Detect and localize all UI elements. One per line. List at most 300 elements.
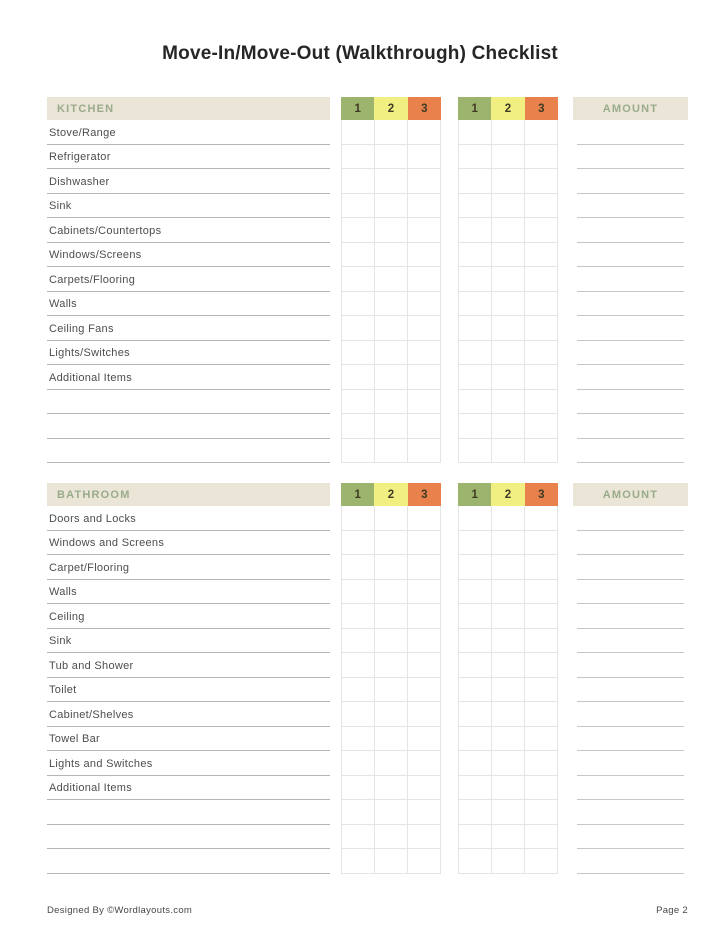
rating-cell — [342, 702, 375, 727]
rating-cell — [342, 506, 375, 531]
item-label: Ceiling — [47, 604, 330, 629]
rating-cell — [525, 776, 558, 801]
item-label: Cabinet/Shelves — [47, 702, 330, 727]
table-row — [47, 531, 688, 556]
item-label — [47, 414, 330, 439]
rating-grid — [458, 292, 558, 317]
column-gap — [441, 629, 458, 654]
rating-cell — [342, 169, 375, 194]
rating-grid — [341, 727, 441, 752]
item-label — [47, 800, 330, 825]
section-body — [47, 506, 688, 874]
rating-cell — [525, 531, 558, 556]
checklist-section — [47, 483, 688, 874]
amount-underline — [577, 555, 684, 580]
rating-cell — [525, 727, 558, 752]
rating-cell — [459, 580, 492, 605]
table-row-blank — [47, 439, 688, 464]
table-row — [47, 555, 688, 580]
column-gap — [441, 678, 458, 703]
column-gap — [330, 604, 341, 629]
rating-cell — [492, 580, 525, 605]
column-gap — [558, 218, 573, 243]
column-gap — [330, 580, 341, 605]
amount-underline — [577, 604, 684, 629]
column-gap — [330, 365, 341, 390]
rating-cell — [459, 800, 492, 825]
rating-cell — [342, 629, 375, 654]
rating-grid — [341, 776, 441, 801]
rating-cell — [459, 341, 492, 366]
amount-underline — [577, 218, 684, 243]
rating-cell — [492, 800, 525, 825]
amount-underline — [577, 629, 684, 654]
column-gap — [558, 145, 573, 170]
rating-grid — [341, 580, 441, 605]
table-row — [47, 629, 688, 654]
amount-cell — [573, 316, 688, 341]
rating-grid — [341, 194, 441, 219]
checklist-section — [47, 97, 688, 463]
column-gap — [441, 776, 458, 801]
table-row — [47, 145, 688, 170]
amount-underline — [577, 316, 684, 341]
rating-grid — [341, 292, 441, 317]
rating-grid — [341, 439, 441, 464]
column-gap — [330, 629, 341, 654]
amount-cell — [573, 727, 688, 752]
column-gap — [558, 243, 573, 268]
footer-credit: Designed By ©Wordlayouts.com — [47, 904, 193, 916]
column-gap — [441, 825, 458, 850]
rating-grid — [458, 825, 558, 850]
item-label: Towel Bar — [47, 727, 330, 752]
column-gap — [441, 341, 458, 366]
item-label: Carpets/Flooring — [47, 267, 330, 292]
rating-cell — [408, 776, 441, 801]
rating-cell — [375, 145, 408, 170]
rating-cell — [459, 390, 492, 415]
amount-header — [573, 97, 688, 120]
rating-grid — [458, 531, 558, 556]
rating-cell — [525, 292, 558, 317]
rating-header-group-2 — [458, 97, 558, 120]
amount-header — [573, 483, 688, 506]
rating-cell — [375, 439, 408, 464]
column-gap — [330, 555, 341, 580]
rating-cell — [525, 702, 558, 727]
rating-cell — [375, 604, 408, 629]
rating-cell — [459, 678, 492, 703]
rating-cell — [408, 267, 441, 292]
rating-grid — [458, 555, 558, 580]
rating-grid — [341, 678, 441, 703]
rating-grid — [341, 243, 441, 268]
column-gap — [441, 414, 458, 439]
column-gap — [441, 849, 458, 874]
rating-cell — [342, 800, 375, 825]
rating-cell — [342, 776, 375, 801]
rating-cell — [492, 194, 525, 219]
rating-grid — [341, 555, 441, 580]
rating-cell — [492, 145, 525, 170]
table-row-blank — [47, 849, 688, 874]
rating-cell — [342, 341, 375, 366]
column-gap — [330, 776, 341, 801]
item-label — [47, 849, 330, 874]
column-gap — [330, 483, 341, 506]
rating-header-3: 3 — [408, 483, 441, 506]
rating-grid — [341, 145, 441, 170]
amount-cell — [573, 267, 688, 292]
amount-underline — [577, 800, 684, 825]
rating-cell — [342, 292, 375, 317]
column-gap — [441, 145, 458, 170]
rating-header-1: 1 — [458, 97, 491, 120]
rating-cell — [459, 243, 492, 268]
rating-cell — [492, 390, 525, 415]
rating-cell — [408, 439, 441, 464]
amount-underline — [577, 702, 684, 727]
section-title-label: BATHROOM — [57, 488, 131, 501]
page-footer — [47, 905, 688, 916]
rating-header-2: 2 — [491, 97, 524, 120]
rating-cell — [408, 316, 441, 341]
rating-cell — [342, 267, 375, 292]
rating-cell — [408, 629, 441, 654]
rating-cell — [375, 727, 408, 752]
column-gap — [558, 341, 573, 366]
column-gap — [558, 727, 573, 752]
column-gap — [558, 580, 573, 605]
rating-cell — [408, 555, 441, 580]
rating-cell — [342, 555, 375, 580]
rating-cell — [459, 218, 492, 243]
rating-cell — [408, 580, 441, 605]
item-label: Dishwasher — [47, 169, 330, 194]
rating-cell — [408, 702, 441, 727]
rating-cell — [492, 439, 525, 464]
rating-grid — [458, 506, 558, 531]
column-gap — [441, 243, 458, 268]
amount-cell — [573, 653, 688, 678]
amount-underline — [577, 751, 684, 776]
column-gap — [558, 365, 573, 390]
amount-cell — [573, 629, 688, 654]
rating-cell — [492, 629, 525, 654]
amount-cell — [573, 439, 688, 464]
rating-cell — [375, 531, 408, 556]
rating-grid — [341, 316, 441, 341]
rating-cell — [525, 849, 558, 874]
rating-cell — [492, 751, 525, 776]
rating-grid — [341, 653, 441, 678]
section-title — [47, 483, 330, 506]
rating-grid — [458, 776, 558, 801]
column-gap — [441, 218, 458, 243]
rating-cell — [375, 751, 408, 776]
rating-cell — [459, 365, 492, 390]
table-row — [47, 120, 688, 145]
rating-grid — [341, 169, 441, 194]
rating-cell — [408, 751, 441, 776]
rating-cell — [525, 629, 558, 654]
item-label: Walls — [47, 292, 330, 317]
rating-grid — [341, 341, 441, 366]
rating-cell — [342, 390, 375, 415]
column-gap — [330, 243, 341, 268]
rating-cell — [492, 653, 525, 678]
rating-cell — [408, 727, 441, 752]
rating-cell — [459, 629, 492, 654]
amount-underline — [577, 531, 684, 556]
amount-cell — [573, 702, 688, 727]
table-row-blank — [47, 414, 688, 439]
rating-cell — [408, 849, 441, 874]
column-gap — [330, 653, 341, 678]
rating-cell — [375, 653, 408, 678]
rating-grid — [458, 169, 558, 194]
column-gap — [441, 580, 458, 605]
rating-cell — [408, 390, 441, 415]
amount-cell — [573, 218, 688, 243]
rating-cell — [492, 727, 525, 752]
amount-cell — [573, 776, 688, 801]
table-row-blank — [47, 390, 688, 415]
amount-cell — [573, 414, 688, 439]
rating-cell — [492, 849, 525, 874]
table-row — [47, 727, 688, 752]
amount-underline — [577, 414, 684, 439]
rating-grid — [458, 751, 558, 776]
rating-cell — [375, 506, 408, 531]
rating-cell — [525, 604, 558, 629]
rating-cell — [459, 145, 492, 170]
table-row — [47, 702, 688, 727]
rating-cell — [525, 825, 558, 850]
column-gap — [330, 120, 341, 145]
column-gap — [330, 439, 341, 464]
amount-cell — [573, 390, 688, 415]
item-label: Carpet/Flooring — [47, 555, 330, 580]
rating-cell — [408, 531, 441, 556]
amount-cell — [573, 145, 688, 170]
table-row — [47, 506, 688, 531]
rating-cell — [342, 414, 375, 439]
rating-cell — [459, 604, 492, 629]
rating-grid — [458, 365, 558, 390]
rating-cell — [459, 727, 492, 752]
rating-cell — [375, 218, 408, 243]
column-gap — [330, 97, 341, 120]
rating-grid — [458, 678, 558, 703]
column-gap — [441, 169, 458, 194]
item-label: Additional Items — [47, 365, 330, 390]
column-gap — [558, 316, 573, 341]
column-gap — [330, 267, 341, 292]
table-row — [47, 580, 688, 605]
section-title-label: KITCHEN — [57, 102, 115, 115]
sections-container — [47, 97, 688, 874]
column-gap — [330, 849, 341, 874]
amount-cell — [573, 849, 688, 874]
item-label: Refrigerator — [47, 145, 330, 170]
amount-header-label: AMOUNT — [602, 102, 659, 115]
rating-cell — [525, 365, 558, 390]
rating-cell — [492, 702, 525, 727]
column-gap — [441, 653, 458, 678]
column-gap — [330, 702, 341, 727]
rating-cell — [375, 169, 408, 194]
table-row — [47, 653, 688, 678]
table-row — [47, 243, 688, 268]
rating-cell — [525, 120, 558, 145]
rating-header-2: 2 — [491, 483, 524, 506]
rating-cell — [375, 825, 408, 850]
rating-grid — [458, 243, 558, 268]
column-gap — [558, 849, 573, 874]
column-gap — [441, 483, 458, 506]
rating-grid — [458, 390, 558, 415]
rating-cell — [408, 292, 441, 317]
column-gap — [441, 439, 458, 464]
rating-cell — [375, 341, 408, 366]
rating-cell — [525, 341, 558, 366]
rating-grid — [341, 390, 441, 415]
column-gap — [441, 97, 458, 120]
rating-header-1: 1 — [458, 483, 491, 506]
rating-grid — [458, 145, 558, 170]
amount-underline — [577, 267, 684, 292]
amount-underline — [577, 145, 684, 170]
rating-cell — [408, 604, 441, 629]
column-gap — [330, 292, 341, 317]
column-gap — [558, 678, 573, 703]
rating-cell — [375, 390, 408, 415]
rating-cell — [492, 169, 525, 194]
rating-cell — [375, 120, 408, 145]
rating-cell — [459, 439, 492, 464]
column-gap — [558, 751, 573, 776]
rating-cell — [375, 555, 408, 580]
rating-cell — [525, 390, 558, 415]
section-title — [47, 97, 330, 120]
column-gap — [558, 169, 573, 194]
rating-cell — [459, 506, 492, 531]
column-gap — [558, 414, 573, 439]
column-gap — [558, 555, 573, 580]
amount-cell — [573, 341, 688, 366]
column-gap — [441, 555, 458, 580]
rating-cell — [525, 678, 558, 703]
rating-cell — [525, 267, 558, 292]
rating-cell — [375, 702, 408, 727]
rating-header-1: 1 — [341, 483, 374, 506]
rating-cell — [408, 506, 441, 531]
rating-cell — [525, 414, 558, 439]
amount-underline — [577, 439, 684, 464]
column-gap — [558, 506, 573, 531]
rating-grid — [341, 414, 441, 439]
rating-cell — [375, 580, 408, 605]
section-body — [47, 120, 688, 463]
column-gap — [330, 169, 341, 194]
rating-grid — [458, 604, 558, 629]
rating-cell — [492, 267, 525, 292]
rating-header-group-1 — [341, 97, 441, 120]
column-gap — [441, 365, 458, 390]
rating-header-2: 2 — [374, 97, 407, 120]
amount-cell — [573, 169, 688, 194]
table-row — [47, 678, 688, 703]
table-row — [47, 751, 688, 776]
table-row-blank — [47, 825, 688, 850]
amount-cell — [573, 751, 688, 776]
column-gap — [441, 316, 458, 341]
rating-header-2: 2 — [374, 483, 407, 506]
column-gap — [558, 483, 573, 506]
rating-cell — [408, 120, 441, 145]
rating-cell — [525, 555, 558, 580]
column-gap — [441, 292, 458, 317]
amount-cell — [573, 604, 688, 629]
rating-cell — [459, 653, 492, 678]
column-gap — [330, 194, 341, 219]
rating-cell — [408, 243, 441, 268]
rating-cell — [525, 169, 558, 194]
amount-cell — [573, 800, 688, 825]
rating-cell — [342, 120, 375, 145]
item-label: Lights/Switches — [47, 341, 330, 366]
amount-underline — [577, 506, 684, 531]
table-row — [47, 292, 688, 317]
item-label: Sink — [47, 629, 330, 654]
rating-cell — [342, 439, 375, 464]
item-label — [47, 825, 330, 850]
rating-grid — [458, 653, 558, 678]
page-title: Move-In/Move-Out (Walkthrough) Checklist — [162, 43, 558, 64]
rating-cell — [342, 653, 375, 678]
rating-cell — [492, 316, 525, 341]
column-gap — [330, 218, 341, 243]
rating-grid — [458, 120, 558, 145]
amount-cell — [573, 194, 688, 219]
column-gap — [558, 800, 573, 825]
column-gap — [330, 727, 341, 752]
column-gap — [330, 800, 341, 825]
rating-grid — [458, 341, 558, 366]
column-gap — [558, 97, 573, 120]
rating-cell — [525, 506, 558, 531]
rating-cell — [342, 243, 375, 268]
rating-cell — [408, 414, 441, 439]
rating-grid — [458, 702, 558, 727]
rating-grid — [458, 218, 558, 243]
rating-cell — [342, 218, 375, 243]
rating-cell — [492, 341, 525, 366]
column-gap — [558, 120, 573, 145]
amount-cell — [573, 580, 688, 605]
item-label: Toilet — [47, 678, 330, 703]
section-header-row — [47, 483, 688, 506]
rating-cell — [375, 243, 408, 268]
column-gap — [441, 267, 458, 292]
rating-grid — [341, 849, 441, 874]
rating-cell — [492, 825, 525, 850]
rating-grid — [458, 267, 558, 292]
rating-cell — [492, 678, 525, 703]
column-gap — [330, 678, 341, 703]
